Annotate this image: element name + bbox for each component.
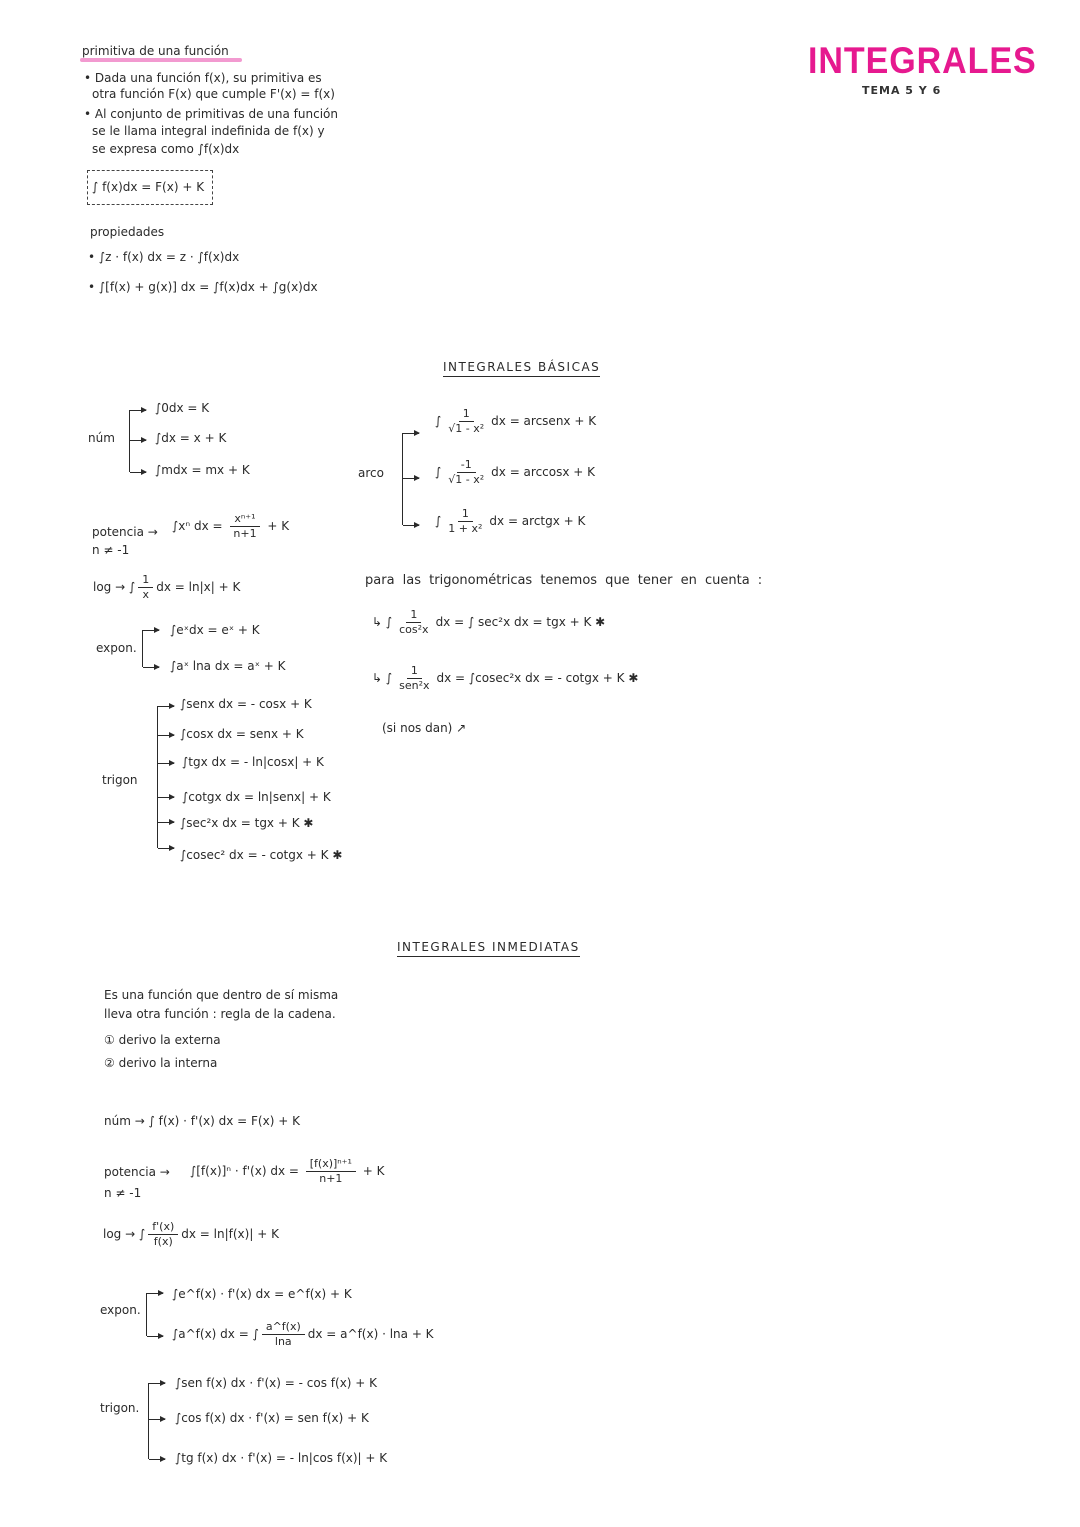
integral-sign: ∫ <box>435 414 442 428</box>
condition: n ≠ -1 <box>104 1186 142 1200</box>
formula-lhs: ∫xⁿ dx = <box>172 519 223 533</box>
formula-lhs: ∫a^f(x) dx = ∫ <box>172 1327 259 1341</box>
condition: n ≠ -1 <box>92 543 130 557</box>
primitiva-heading: primitiva de una función <box>82 44 229 58</box>
formula <box>172 1320 434 1349</box>
bracket <box>157 706 158 848</box>
formula <box>172 512 289 541</box>
denominator: f(x) <box>153 1235 173 1248</box>
denominator: x <box>142 588 150 601</box>
formula-lhs: ∫[f(x)]ⁿ · f'(x) dx = <box>190 1164 299 1178</box>
formula: ∫e^f(x) · f'(x) dx = e^f(x) + K <box>172 1287 352 1301</box>
numerator: 1 <box>459 407 474 422</box>
denominator: n+1 <box>233 527 257 540</box>
log-label: log → <box>103 1227 136 1241</box>
formula-rhs: dx = ∫cosec²x dx = - cotgx + K ✱ <box>436 671 639 685</box>
arrow-icon <box>147 1293 163 1294</box>
properties-heading: propiedades <box>90 225 165 239</box>
arrow-icon <box>158 848 174 849</box>
fraction <box>444 407 488 436</box>
numerator: 1 <box>407 664 422 679</box>
arco-label: arco <box>358 466 384 480</box>
formula: ∫sen f(x) dx · f'(x) = - cos f(x) + K <box>175 1376 378 1390</box>
formula <box>103 1220 279 1249</box>
arrow-icon <box>130 410 146 411</box>
intro-text: lleva otra función : regla de la cadena. <box>104 1007 336 1021</box>
integral-sign: ↳ ∫ <box>372 671 393 685</box>
numerator: a^f(x) <box>262 1320 305 1335</box>
numerator: 1 <box>458 507 473 522</box>
page-subtitle: TEMA 5 Y 6 <box>862 84 942 97</box>
bullet-text: • Al conjunto de primitivas de una función <box>84 107 338 121</box>
arrow-icon <box>149 1459 165 1460</box>
intro-text: Es una función que dentro de sí misma <box>104 988 339 1002</box>
arrow-icon <box>149 1419 165 1420</box>
formula-body: ∫ f(x) · f'(x) dx = F(x) + K <box>148 1114 300 1128</box>
potencia-label: potencia → <box>92 525 158 539</box>
fraction <box>444 458 488 487</box>
formula-rhs: dx = arctgx + K <box>489 514 586 528</box>
formula-rhs: + K <box>267 519 290 533</box>
formula-rhs: dx = ∫ sec²x dx = tgx + K ✱ <box>435 615 606 629</box>
step: ② derivo la interna <box>104 1056 218 1070</box>
bracket <box>142 630 143 667</box>
trigon-label: trigon <box>102 773 138 787</box>
numerator: [f(x)]ⁿ⁺¹ <box>306 1157 356 1172</box>
trig-note: (si nos dan) ↗ <box>382 721 467 735</box>
integral-sign: ∫ <box>129 580 136 594</box>
arrow-icon <box>158 735 174 736</box>
fraction <box>138 573 153 602</box>
bracket <box>146 1293 147 1336</box>
arrow-icon <box>149 1383 165 1384</box>
denominator: 1 + x² <box>448 522 483 535</box>
formula: ∫cotgx dx = ln|senx| + K <box>182 790 331 804</box>
bullet-text: • Dada una función f(x), su primitiva es <box>84 71 322 85</box>
integral-sign: ∫ <box>435 514 442 528</box>
section-heading-inmediatas: INTEGRALES INMEDIATAS <box>397 940 580 957</box>
formula: ∫aˣ lna dx = aˣ + K <box>170 659 286 673</box>
numerator: 1 <box>138 573 153 588</box>
formula-rhs: dx = arccosx + K <box>491 465 596 479</box>
arrow-icon <box>143 630 159 631</box>
formula <box>435 507 585 536</box>
formula: ∫0dx = K <box>155 401 210 415</box>
step: ① derivo la externa <box>104 1033 221 1047</box>
bracket <box>148 1383 149 1459</box>
expon-label: expon. <box>100 1303 141 1317</box>
formula-rhs: dx = ln|x| + K <box>156 580 241 594</box>
arrow-icon <box>158 797 174 798</box>
arrow-icon <box>130 472 146 473</box>
bracket <box>402 433 403 525</box>
formula <box>435 407 596 436</box>
bullet-text: se expresa como ∫f(x)dx <box>92 142 240 156</box>
num-label: núm <box>88 431 115 445</box>
fraction <box>395 608 432 637</box>
numerator: xⁿ⁺¹ <box>230 512 259 527</box>
expon-label: expon. <box>96 641 137 655</box>
formula: ∫senx dx = - cosx + K <box>180 697 312 711</box>
formula: ∫tgx dx = - ln|cosx| + K <box>182 755 324 769</box>
arrow-icon <box>143 667 159 668</box>
fraction <box>229 512 260 541</box>
formula <box>104 1114 300 1128</box>
formula: ∫cos f(x) dx · f'(x) = sen f(x) + K <box>175 1411 369 1425</box>
formula <box>190 1157 384 1186</box>
page-title: INTEGRALES <box>808 40 1037 81</box>
formula-rhs: dx = arcsenx + K <box>491 414 597 428</box>
formula <box>372 608 605 637</box>
formula: ∫mdx = mx + K <box>155 463 250 477</box>
fraction <box>444 507 486 536</box>
section-heading-basicas: INTEGRALES BÁSICAS <box>443 360 600 377</box>
potencia-label: potencia → <box>104 1165 170 1179</box>
formula: ∫dx = x + K <box>155 431 227 445</box>
denominator: √1 - x² <box>448 422 485 435</box>
denominator: √1 - x² <box>448 473 485 486</box>
formula: ∫eˣdx = eˣ + K <box>170 623 260 637</box>
formula: ∫cosec² dx = - cotgx + K ✱ <box>180 848 343 862</box>
arrow-icon <box>147 1336 163 1337</box>
formula <box>93 573 240 602</box>
property: • ∫z · f(x) dx = z · ∫f(x)dx <box>88 250 240 264</box>
log-label: log → <box>93 580 126 594</box>
denominator: lna <box>274 1335 292 1348</box>
integral-sign: ↳ ∫ <box>372 615 393 629</box>
arrow-icon <box>403 433 419 434</box>
trigon-label: trigon. <box>100 1401 140 1415</box>
formula-rhs: dx = ln|f(x)| + K <box>181 1227 279 1241</box>
arrow-icon <box>158 763 174 764</box>
formula <box>435 458 595 487</box>
formula-rhs: + K <box>362 1164 385 1178</box>
bullet-text: otra función F(x) que cumple F'(x) = f(x) <box>92 87 335 101</box>
bullet-text: se le llama integral indefinida de f(x) y <box>92 124 325 138</box>
formula <box>372 664 638 693</box>
boxed-formula: ∫ f(x)dx = F(x) + K <box>92 180 205 194</box>
fraction <box>306 1157 356 1186</box>
num-label: núm → <box>104 1114 145 1128</box>
trig-note-text: para las trigonométricas tenemos que tener en cuenta : <box>365 573 763 588</box>
arrow-icon <box>158 706 174 707</box>
property: • ∫[f(x) + g(x)] dx = ∫f(x)dx + ∫g(x)dx <box>88 280 318 294</box>
formula: ∫cosx dx = senx + K <box>180 727 304 741</box>
integral-sign: ∫ <box>139 1227 146 1241</box>
denominator: sen²x <box>399 679 430 692</box>
heading-highlight <box>80 58 242 62</box>
arrow-icon <box>403 525 419 526</box>
fraction <box>262 1320 305 1349</box>
numerator: f'(x) <box>148 1220 178 1235</box>
numerator: 1 <box>406 608 421 623</box>
arrow-icon <box>130 440 146 441</box>
fraction <box>148 1220 178 1249</box>
denominator: n+1 <box>319 1172 343 1185</box>
arrow-icon <box>158 822 174 823</box>
formula-rhs: dx = a^f(x) · lna + K <box>307 1327 434 1341</box>
numerator: -1 <box>457 458 476 473</box>
formula: ∫sec²x dx = tgx + K ✱ <box>180 816 314 830</box>
denominator: cos²x <box>399 623 429 636</box>
bracket <box>129 410 130 472</box>
formula: ∫tg f(x) dx · f'(x) = - ln|cos f(x)| + K <box>175 1451 388 1465</box>
fraction <box>395 664 433 693</box>
arrow-icon <box>403 478 419 479</box>
integral-sign: ∫ <box>435 465 442 479</box>
